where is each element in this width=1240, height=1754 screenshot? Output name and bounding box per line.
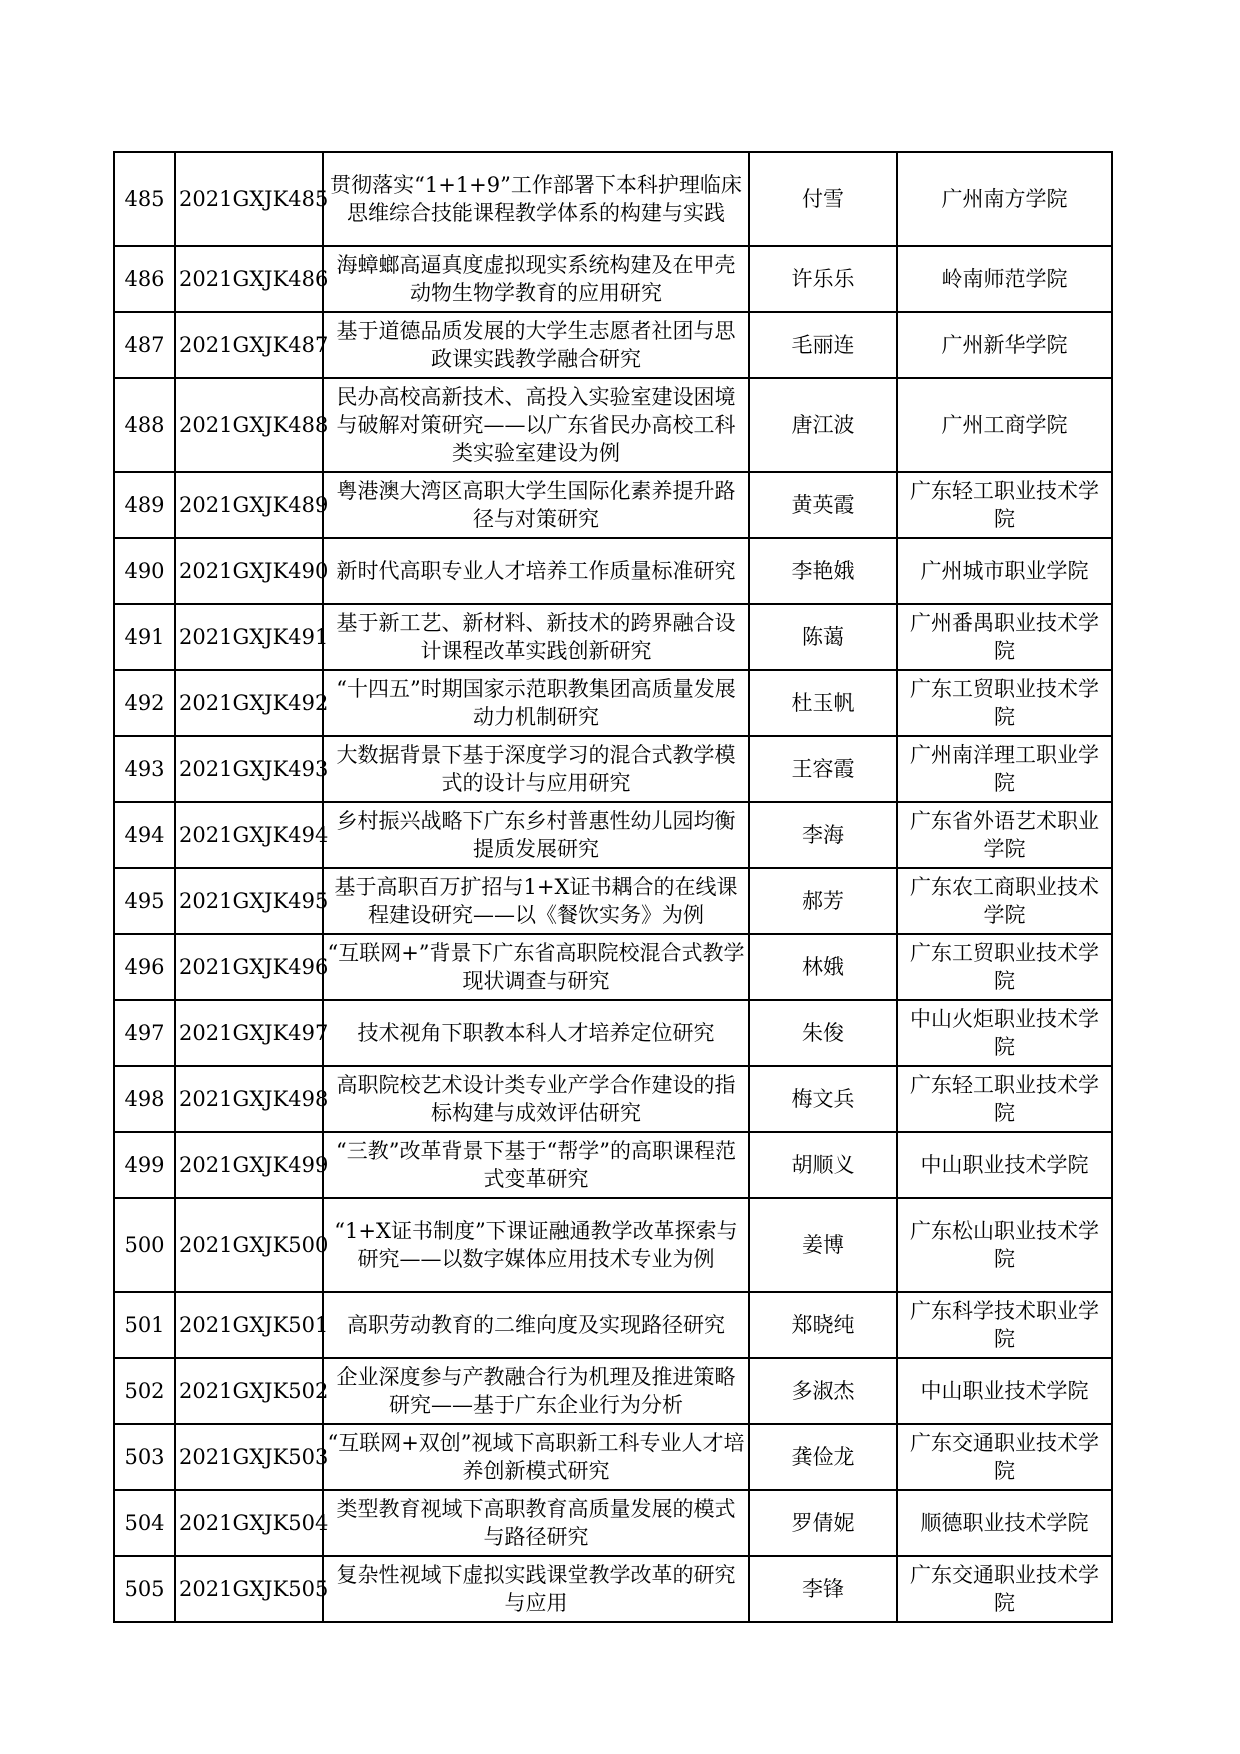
project-code: 2021GXJK498 — [175, 1066, 323, 1132]
school-name: 中山火炬职业技术学院 — [897, 1000, 1112, 1066]
table-row — [114, 1358, 1112, 1424]
school-name: 广州番禺职业技术学院 — [897, 604, 1112, 670]
row-number: 494 — [114, 802, 175, 868]
project-leader: 陈蔼 — [749, 604, 897, 670]
row-number: 501 — [114, 1292, 175, 1358]
project-title: 高职院校艺术设计类专业产学合作建设的指标构建与成效评估研究 — [323, 1066, 749, 1132]
project-leader: 林娥 — [749, 934, 897, 1000]
project-leader: 罗倩妮 — [749, 1490, 897, 1556]
project-code: 2021GXJK491 — [175, 604, 323, 670]
row-number: 505 — [114, 1556, 175, 1622]
project-title: 高职劳动教育的二维向度及实现路径研究 — [323, 1292, 749, 1358]
project-leader: 杜玉帆 — [749, 670, 897, 736]
school-name: 广州工商学院 — [897, 378, 1112, 472]
row-number: 490 — [114, 538, 175, 604]
school-name: 广东工贸职业技术学院 — [897, 670, 1112, 736]
project-leader: 多淑杰 — [749, 1358, 897, 1424]
project-code: 2021GXJK505 — [175, 1556, 323, 1622]
project-leader: 龚俭龙 — [749, 1424, 897, 1490]
project-title: 民办高校高新技术、高投入实验室建设困境与破解对策研究——以广东省民办高校工科类实验室建设为例 — [323, 378, 749, 472]
project-leader: 唐江波 — [749, 378, 897, 472]
project-code: 2021GXJK501 — [175, 1292, 323, 1358]
project-code: 2021GXJK497 — [175, 1000, 323, 1066]
row-number: 487 — [114, 312, 175, 378]
table-row — [114, 1198, 1112, 1292]
project-title: 企业深度参与产教融合行为机理及推进策略研究——基于广东企业行为分析 — [323, 1358, 749, 1424]
project-code: 2021GXJK489 — [175, 472, 323, 538]
school-name: 广东科学技术职业学院 — [897, 1292, 1112, 1358]
row-number: 486 — [114, 246, 175, 312]
school-name: 广东农工商职业技术学院 — [897, 868, 1112, 934]
project-leader: 李海 — [749, 802, 897, 868]
table-row — [114, 1132, 1112, 1198]
project-code: 2021GXJK499 — [175, 1132, 323, 1198]
row-number: 491 — [114, 604, 175, 670]
school-name: 广东轻工职业技术学院 — [897, 472, 1112, 538]
school-name: 广州城市职业学院 — [897, 538, 1112, 604]
project-table-body — [114, 152, 1112, 1622]
row-number: 496 — [114, 934, 175, 1000]
school-name: 广州新华学院 — [897, 312, 1112, 378]
project-leader: 郑晓纯 — [749, 1292, 897, 1358]
project-leader: 毛丽连 — [749, 312, 897, 378]
project-title: 海蟑螂高逼真度虚拟现实系统构建及在甲壳动物生物学教育的应用研究 — [323, 246, 749, 312]
row-number: 503 — [114, 1424, 175, 1490]
school-name: 广州南方学院 — [897, 152, 1112, 246]
table-row — [114, 736, 1112, 802]
table-row — [114, 934, 1112, 1000]
table-row — [114, 538, 1112, 604]
project-title: “互联网+”背景下广东省高职院校混合式教学现状调查与研究 — [323, 934, 749, 1000]
project-title: 大数据背景下基于深度学习的混合式教学模式的设计与应用研究 — [323, 736, 749, 802]
school-name: 广东交通职业技术学院 — [897, 1424, 1112, 1490]
table-row — [114, 1066, 1112, 1132]
project-code: 2021GXJK495 — [175, 868, 323, 934]
project-leader: 郝芳 — [749, 868, 897, 934]
row-number: 497 — [114, 1000, 175, 1066]
project-title: 复杂性视域下虚拟实践课堂教学改革的研究与应用 — [323, 1556, 749, 1622]
project-code: 2021GXJK494 — [175, 802, 323, 868]
project-code: 2021GXJK488 — [175, 378, 323, 472]
project-leader: 梅文兵 — [749, 1066, 897, 1132]
table-row — [114, 378, 1112, 472]
project-code: 2021GXJK485 — [175, 152, 323, 246]
row-number: 492 — [114, 670, 175, 736]
project-title: “十四五”时期国家示范职教集团高质量发展动力机制研究 — [323, 670, 749, 736]
row-number: 502 — [114, 1358, 175, 1424]
school-name: 中山职业技术学院 — [897, 1358, 1112, 1424]
row-number: 489 — [114, 472, 175, 538]
project-leader: 李艳娥 — [749, 538, 897, 604]
table-row — [114, 802, 1112, 868]
project-title: 基于道德品质发展的大学生志愿者社团与思政课实践教学融合研究 — [323, 312, 749, 378]
project-code: 2021GXJK496 — [175, 934, 323, 1000]
row-number: 499 — [114, 1132, 175, 1198]
row-number: 498 — [114, 1066, 175, 1132]
school-name: 广东松山职业技术学院 — [897, 1198, 1112, 1292]
row-number: 488 — [114, 378, 175, 472]
project-code: 2021GXJK486 — [175, 246, 323, 312]
table-row — [114, 1556, 1112, 1622]
school-name: 岭南师范学院 — [897, 246, 1112, 312]
row-number: 504 — [114, 1490, 175, 1556]
project-code: 2021GXJK490 — [175, 538, 323, 604]
project-leader: 王容霞 — [749, 736, 897, 802]
project-code: 2021GXJK500 — [175, 1198, 323, 1292]
row-number: 485 — [114, 152, 175, 246]
project-code: 2021GXJK487 — [175, 312, 323, 378]
project-code: 2021GXJK492 — [175, 670, 323, 736]
project-code: 2021GXJK504 — [175, 1490, 323, 1556]
table-row — [114, 1424, 1112, 1490]
project-code: 2021GXJK503 — [175, 1424, 323, 1490]
project-title: 贯彻落实“1+1+9”工作部署下本科护理临床思维综合技能课程教学体系的构建与实践 — [323, 152, 749, 246]
table-row — [114, 1292, 1112, 1358]
project-code: 2021GXJK502 — [175, 1358, 323, 1424]
school-name: 广东轻工职业技术学院 — [897, 1066, 1112, 1132]
project-title: “1+X证书制度”下课证融通教学改革探索与研究——以数字媒体应用技术专业为例 — [323, 1198, 749, 1292]
table-row — [114, 1000, 1112, 1066]
school-name: 顺德职业技术学院 — [897, 1490, 1112, 1556]
project-leader: 胡顺义 — [749, 1132, 897, 1198]
table-row — [114, 868, 1112, 934]
project-leader: 姜博 — [749, 1198, 897, 1292]
row-number: 495 — [114, 868, 175, 934]
project-title: 粤港澳大湾区高职大学生国际化素养提升路径与对策研究 — [323, 472, 749, 538]
project-leader: 黄英霞 — [749, 472, 897, 538]
table-row — [114, 604, 1112, 670]
table-row — [114, 472, 1112, 538]
project-table — [113, 151, 1113, 1623]
table-row — [114, 312, 1112, 378]
school-name: 广东工贸职业技术学院 — [897, 934, 1112, 1000]
table-row — [114, 152, 1112, 246]
project-code: 2021GXJK493 — [175, 736, 323, 802]
table-row — [114, 670, 1112, 736]
project-title: 基于新工艺、新材料、新技术的跨界融合设计课程改革实践创新研究 — [323, 604, 749, 670]
school-name: 中山职业技术学院 — [897, 1132, 1112, 1198]
project-title: “三教”改革背景下基于“帮学”的高职课程范式变革研究 — [323, 1132, 749, 1198]
table-row — [114, 1490, 1112, 1556]
project-title: 乡村振兴战略下广东乡村普惠性幼儿园均衡提质发展研究 — [323, 802, 749, 868]
project-leader: 李锋 — [749, 1556, 897, 1622]
school-name: 广东交通职业技术学院 — [897, 1556, 1112, 1622]
project-title: “互联网+双创”视域下高职新工科专业人才培养创新模式研究 — [323, 1424, 749, 1490]
project-title: 技术视角下职教本科人才培养定位研究 — [323, 1000, 749, 1066]
project-title: 新时代高职专业人才培养工作质量标准研究 — [323, 538, 749, 604]
school-name: 广州南洋理工职业学院 — [897, 736, 1112, 802]
project-leader: 朱俊 — [749, 1000, 897, 1066]
row-number: 500 — [114, 1198, 175, 1292]
project-leader: 许乐乐 — [749, 246, 897, 312]
school-name: 广东省外语艺术职业学院 — [897, 802, 1112, 868]
project-title: 类型教育视域下高职教育高质量发展的模式与路径研究 — [323, 1490, 749, 1556]
project-leader: 付雪 — [749, 152, 897, 246]
project-title: 基于高职百万扩招与1+X证书耦合的在线课程建设研究——以《餐饮实务》为例 — [323, 868, 749, 934]
row-number: 493 — [114, 736, 175, 802]
table-row — [114, 246, 1112, 312]
